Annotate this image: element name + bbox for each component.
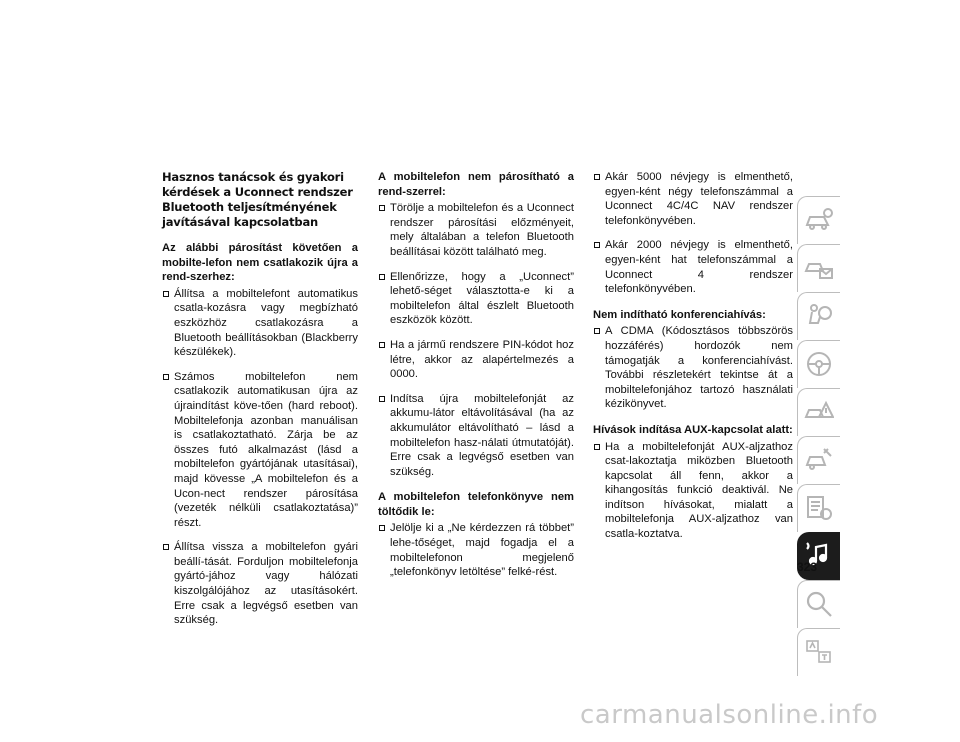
section-title: Hasznos tanácsok és gyakori kérdések a Uconnect rendszer Bluetooth teljesítményének javításával kapcsolatban [162, 170, 353, 229]
list-item: Jelölje ki a „Ne kérdezzen rá többet” lehe-tőséget, majd fogadja el a mobiltelefonon megjelenő „telefonkönyv letöltése” felké-rést. [378, 521, 574, 579]
bullet-list [593, 324, 793, 412]
heading-aux-calls: Hívások indítása AUX-kapcsolat alatt: [593, 423, 793, 436]
heading-phonebook: A mobiltelefon telefonkönyve nem töltődik le: [378, 491, 574, 518]
list-item: Ha a jármű rendszere PIN-kódot hoz létre, akkor az alapértelmezés a 0000. [378, 338, 574, 382]
warning-car-icon [804, 397, 834, 427]
airbag-icon [804, 301, 834, 331]
column-3 [593, 170, 793, 553]
list-item: Ha a mobiltelefonját AUX-aljzathoz csat-lakoztatja miközben Bluetooth kapcsolat áll fenn, akkor a kihangosítás funkció deaktivál. Ne indítson hívásokat, mialatt a mobiltelefonja AUX-aljzathoz van csatla-koztatva. [593, 440, 793, 542]
car-service-icon [804, 445, 834, 475]
list-item: Akár 5000 névjegy is elmenthető, egyen-ként négy telefonszámmal a Uconnect 4C/4C NAV rendszer telefonkönyvében. [593, 170, 793, 228]
watermark: carmanualsonline.info [580, 700, 879, 730]
bullet-list [378, 521, 574, 579]
bullet-list [593, 170, 793, 297]
list-item: Számos mobiltelefon nem csatlakozik automatikusan újra az újraindítást köve-tően (hard reboot). Mobiltelefonja azonban manuálisan is csatlakoztatható. Zárja be az összes futó alkalmazást (lásd a mobiltelefon gyártójának utasításai), majd kövesse „A mobiltelefon és a Ucon-nect rendszer párosítása (vezeték nélküli csatlakoztatása)” részt. [162, 370, 358, 531]
list-item: Állítsa a mobiltelefont automatikus csatla-kozásra vagy megbízható eszközhöz csatlakozásra a Bluetooth beállításokban (Blackberry készülékek). [162, 287, 358, 360]
list-item: Indítsa újra mobiltelefonját az akkumu-látor eltávolításával (ha az akkumulátor eltávolítható – lásd a mobiltelefon hasz-nálati útmutatóját). Erre csak a legvégső esetben van szükség. [378, 392, 574, 480]
heading-no-reconnect: Az alábbi párosítást követően a mobilte-lefon nem csatlakozik újra a rend-szerhez: [162, 242, 358, 284]
heading-cannot-pair: A mobiltelefon nem párosítható a rend-szerrel: [378, 171, 574, 198]
tab-car-info[interactable] [797, 196, 840, 244]
tab-search[interactable] [797, 580, 840, 628]
bullet-list [593, 440, 793, 542]
bullet-list [162, 287, 358, 628]
tab-car-mail[interactable] [797, 244, 840, 292]
tab-warning-car[interactable] [797, 388, 840, 436]
list-item: Ellenőrizze, hogy a „Uconnect” lehető-séget választotta-e ki a mobiltelefon által észlelt Bluetooth eszközök között. [378, 270, 574, 328]
car-info-icon [804, 205, 834, 235]
page-number: 323 [797, 560, 818, 574]
steering-wheel-icon [804, 349, 834, 379]
tab-specifications[interactable] [797, 484, 840, 532]
column-1 [162, 170, 358, 639]
tab-car-service[interactable] [797, 436, 840, 484]
tab-airbag[interactable] [797, 292, 840, 340]
search-icon [804, 589, 834, 619]
list-item: Akár 2000 névjegy is elmenthető, egyen-ként hat telefonszámmal a Uconnect 4 rendszer telefonkönyvében. [593, 238, 793, 296]
tab-steering-wheel[interactable] [797, 340, 840, 388]
column-2 [378, 170, 574, 591]
tab-language[interactable] [797, 628, 840, 676]
chapter-tabs [797, 196, 840, 676]
list-item: Állítsa vissza a mobiltelefon gyári beállí-tását. Forduljon mobiltelefonja gyártó-jához vagy hálózati kiszolgálójához az utasításokért. Erre csak a legvégső esetben van szükség. [162, 540, 358, 628]
heading-conference-call: Nem indítható konferenciahívás: [593, 308, 766, 321]
car-mail-icon [804, 253, 834, 283]
specifications-icon [804, 493, 834, 523]
list-item: Törölje a mobiltelefon és a Uconnect rendszer párosítási előzményeit, mely általában a telefon Bluetooth beállításai között található meg. [378, 201, 574, 259]
bullet-list [378, 201, 574, 479]
list-item: A CDMA (Kódosztásos többszörös hozzáférés) hordozók nem támogatják a konferenciahívást. További részletekért tekintse át a mobiltelefonjához tartozó használati kézikönyvet. [593, 324, 793, 412]
language-icon [804, 637, 834, 667]
